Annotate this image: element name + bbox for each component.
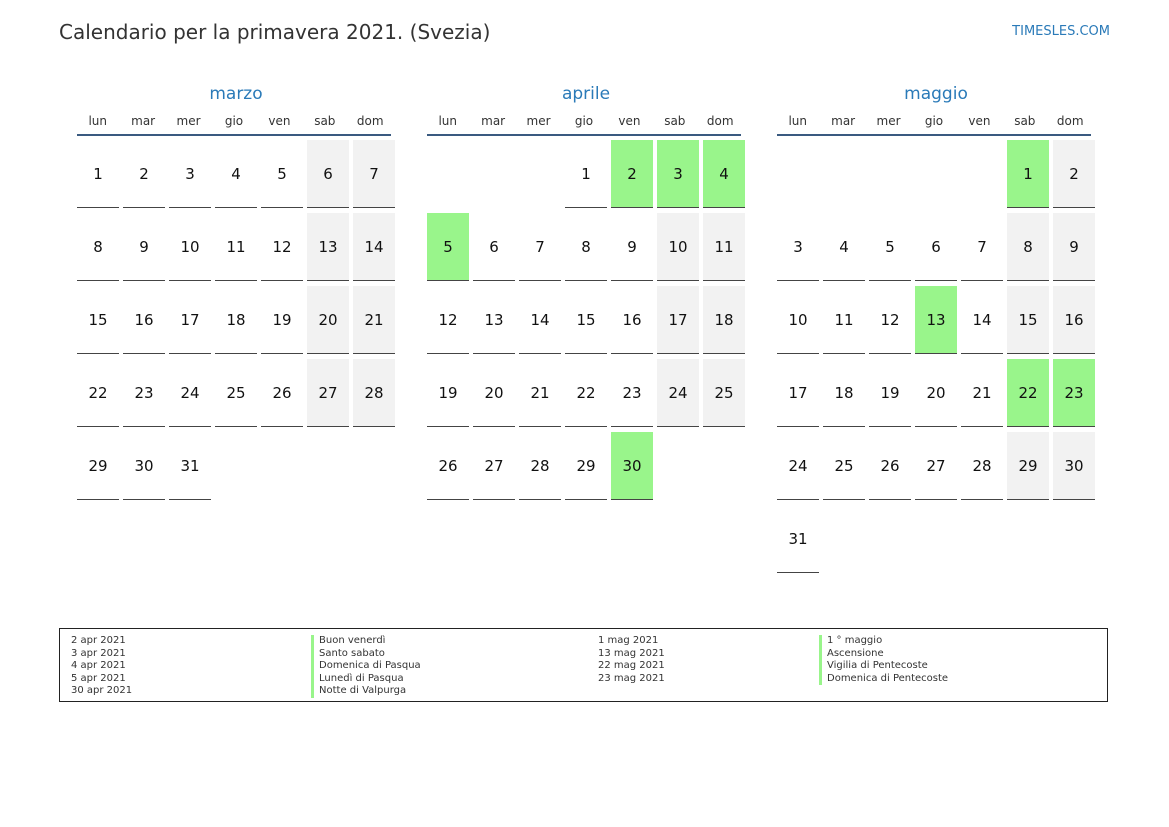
- holiday-day-cell: 5: [427, 213, 469, 281]
- day-cell: 15: [77, 286, 119, 354]
- legend-item: 13 mag 2021: [598, 647, 665, 659]
- day-cell: 7: [519, 213, 561, 281]
- empty-day-cell: [519, 140, 561, 208]
- legend-item: 22 mag 2021: [598, 660, 665, 671]
- holiday-legend: [59, 628, 1108, 702]
- weekday-label: ven: [618, 114, 641, 128]
- day-cell: 14: [519, 286, 561, 354]
- day-cell: 6: [307, 140, 349, 208]
- day-cell: 26: [261, 359, 303, 427]
- weekday-label: mer: [526, 114, 551, 128]
- day-cell: 18: [215, 286, 257, 354]
- week-row: [427, 140, 745, 208]
- day-cell: 23: [611, 359, 653, 427]
- day-cell: 15: [565, 286, 607, 354]
- legend-item: 30 apr 2021: [71, 685, 133, 696]
- day-cell: 8: [77, 213, 119, 281]
- legend-dates-right: [598, 635, 665, 685]
- weekday-label: ven: [268, 114, 291, 128]
- weekday-label: dom: [706, 114, 734, 128]
- legend-item: Santo sabato: [311, 648, 421, 661]
- weekday-label: gio: [224, 114, 244, 128]
- day-cell: 9: [611, 213, 653, 281]
- day-cell: 17: [169, 286, 211, 354]
- empty-day-cell: [961, 505, 1003, 573]
- empty-day-cell: [961, 140, 1003, 208]
- week-row: [777, 140, 1095, 208]
- day-cell: 30: [123, 432, 165, 500]
- week-row: [77, 359, 395, 427]
- holiday-day-cell: 30: [611, 432, 653, 500]
- day-cell: 24: [777, 432, 819, 500]
- day-cell: 16: [123, 286, 165, 354]
- weekday-label: lun: [788, 114, 807, 128]
- legend-item: 2 apr 2021: [71, 635, 126, 646]
- empty-day-cell: [915, 140, 957, 208]
- day-cell: 10: [777, 286, 819, 354]
- day-cell: 26: [869, 432, 911, 500]
- week-row: [77, 213, 395, 281]
- day-cell: 8: [565, 213, 607, 281]
- day-cell: 27: [915, 432, 957, 500]
- month-grid: [777, 140, 1095, 573]
- legend-item: Lunedì di Pasqua: [311, 673, 421, 686]
- legend-item: Notte di Valpurga: [311, 685, 421, 698]
- empty-day-cell: [473, 140, 515, 208]
- day-cell: 4: [215, 140, 257, 208]
- weekday-label: ven: [968, 114, 991, 128]
- day-cell: 29: [1007, 432, 1049, 500]
- holiday-day-cell: 3: [657, 140, 699, 208]
- empty-day-cell: [427, 140, 469, 208]
- empty-day-cell: [915, 505, 957, 573]
- legend-item: Vigilia di Pentecoste: [819, 660, 948, 673]
- day-cell: 12: [427, 286, 469, 354]
- weekday-label: mer: [176, 114, 201, 128]
- empty-day-cell: [1007, 505, 1049, 573]
- day-cell: 24: [169, 359, 211, 427]
- legend-item: 4 apr 2021: [71, 660, 126, 671]
- legend-item: 3 apr 2021: [71, 647, 126, 659]
- legend-item: Domenica di Pasqua: [311, 660, 421, 673]
- empty-day-cell: [215, 432, 257, 500]
- weekday-label: gio: [574, 114, 594, 128]
- day-cell: 20: [915, 359, 957, 427]
- day-cell: 11: [823, 286, 865, 354]
- empty-day-cell: [703, 432, 745, 500]
- empty-day-cell: [869, 505, 911, 573]
- day-cell: 11: [703, 213, 745, 281]
- day-cell: 1: [565, 140, 607, 208]
- holiday-day-cell: 13: [915, 286, 957, 354]
- legend-item: 5 apr 2021: [71, 672, 126, 684]
- day-cell: 6: [473, 213, 515, 281]
- day-cell: 26: [427, 432, 469, 500]
- week-row: [427, 213, 745, 281]
- day-cell: 8: [1007, 213, 1049, 281]
- day-cell: 2: [1053, 140, 1095, 208]
- week-row: [427, 359, 745, 427]
- holiday-day-cell: 1: [1007, 140, 1049, 208]
- day-cell: 15: [1007, 286, 1049, 354]
- week-row: [777, 432, 1095, 500]
- day-cell: 7: [353, 140, 395, 208]
- legend-dates-left: [71, 635, 132, 698]
- holiday-day-cell: 23: [1053, 359, 1095, 427]
- day-cell: 27: [307, 359, 349, 427]
- weekday-header: [427, 114, 741, 136]
- weekday-label: sab: [1014, 114, 1036, 128]
- empty-day-cell: [823, 505, 865, 573]
- week-row: [777, 286, 1095, 354]
- legend-item: 23 mag 2021: [598, 672, 665, 684]
- weekday-label: mar: [481, 114, 506, 128]
- weekday-label: mar: [131, 114, 156, 128]
- month-grid: [427, 140, 745, 500]
- day-cell: 10: [657, 213, 699, 281]
- holiday-day-cell: 22: [1007, 359, 1049, 427]
- legend-names-right: [819, 635, 948, 685]
- day-cell: 21: [519, 359, 561, 427]
- day-cell: 3: [777, 213, 819, 281]
- day-cell: 21: [353, 286, 395, 354]
- day-cell: 23: [123, 359, 165, 427]
- week-row: [777, 505, 1095, 573]
- legend-item: 1 ° maggio: [819, 635, 948, 648]
- empty-day-cell: [869, 140, 911, 208]
- day-cell: 7: [961, 213, 1003, 281]
- weekday-label: gio: [924, 114, 944, 128]
- month-name: marzo: [209, 84, 263, 104]
- empty-day-cell: [261, 432, 303, 500]
- empty-day-cell: [777, 140, 819, 208]
- legend-item: Buon venerdì: [311, 635, 421, 648]
- week-row: [777, 213, 1095, 281]
- empty-day-cell: [823, 140, 865, 208]
- day-cell: 28: [353, 359, 395, 427]
- day-cell: 12: [261, 213, 303, 281]
- legend-names-left: [311, 635, 421, 698]
- day-cell: 4: [823, 213, 865, 281]
- empty-day-cell: [353, 432, 395, 500]
- legend-item: Ascensione: [819, 648, 948, 661]
- day-cell: 22: [77, 359, 119, 427]
- day-cell: 29: [565, 432, 607, 500]
- day-cell: 31: [777, 505, 819, 573]
- weekday-label: mar: [831, 114, 856, 128]
- day-cell: 24: [657, 359, 699, 427]
- day-cell: 27: [473, 432, 515, 500]
- day-cell: 20: [307, 286, 349, 354]
- day-cell: 19: [261, 286, 303, 354]
- day-cell: 9: [1053, 213, 1095, 281]
- day-cell: 2: [123, 140, 165, 208]
- week-row: [77, 140, 395, 208]
- weekday-label: sab: [314, 114, 336, 128]
- day-cell: 19: [427, 359, 469, 427]
- day-cell: 11: [215, 213, 257, 281]
- day-cell: 9: [123, 213, 165, 281]
- month-name: aprile: [561, 84, 611, 104]
- empty-day-cell: [657, 432, 699, 500]
- weekday-label: mer: [876, 114, 901, 128]
- weekday-header: [77, 114, 391, 136]
- empty-day-cell: [307, 432, 349, 500]
- day-cell: 18: [703, 286, 745, 354]
- day-cell: 13: [473, 286, 515, 354]
- week-row: [77, 432, 395, 500]
- legend-item: 1 mag 2021: [598, 635, 659, 646]
- day-cell: 14: [961, 286, 1003, 354]
- day-cell: 21: [961, 359, 1003, 427]
- weekday-label: lun: [88, 114, 107, 128]
- day-cell: 19: [869, 359, 911, 427]
- day-cell: 31: [169, 432, 211, 500]
- day-cell: 30: [1053, 432, 1095, 500]
- weekday-header: [777, 114, 1091, 136]
- holiday-day-cell: 2: [611, 140, 653, 208]
- weekday-label: dom: [1056, 114, 1084, 128]
- day-cell: 22: [565, 359, 607, 427]
- month-name: maggio: [904, 84, 968, 104]
- day-cell: 6: [915, 213, 957, 281]
- day-cell: 18: [823, 359, 865, 427]
- weekday-label: dom: [356, 114, 384, 128]
- week-row: [427, 432, 745, 500]
- month-march: [77, 82, 395, 500]
- month-grid: [77, 140, 395, 500]
- day-cell: 3: [169, 140, 211, 208]
- day-cell: 10: [169, 213, 211, 281]
- day-cell: 17: [657, 286, 699, 354]
- day-cell: 25: [823, 432, 865, 500]
- day-cell: 5: [869, 213, 911, 281]
- day-cell: 16: [1053, 286, 1095, 354]
- page-title: Calendario per la primavera 2021. (Svezia): [59, 20, 491, 44]
- day-cell: 13: [307, 213, 349, 281]
- day-cell: 16: [611, 286, 653, 354]
- empty-day-cell: [1053, 505, 1095, 573]
- day-cell: 5: [261, 140, 303, 208]
- weekday-label: lun: [438, 114, 457, 128]
- day-cell: 28: [961, 432, 1003, 500]
- weekday-label: sab: [664, 114, 686, 128]
- brand-link[interactable]: TIMESLES.COM: [1012, 24, 1110, 39]
- legend-item: Domenica di Pentecoste: [819, 673, 948, 686]
- day-cell: 12: [869, 286, 911, 354]
- day-cell: 14: [353, 213, 395, 281]
- week-row: [77, 286, 395, 354]
- day-cell: 25: [215, 359, 257, 427]
- month-april: [427, 82, 745, 500]
- month-may: [777, 82, 1095, 573]
- day-cell: 29: [77, 432, 119, 500]
- day-cell: 28: [519, 432, 561, 500]
- day-cell: 20: [473, 359, 515, 427]
- week-row: [427, 286, 745, 354]
- day-cell: 17: [777, 359, 819, 427]
- holiday-day-cell: 4: [703, 140, 745, 208]
- week-row: [777, 359, 1095, 427]
- day-cell: 25: [703, 359, 745, 427]
- day-cell: 1: [77, 140, 119, 208]
